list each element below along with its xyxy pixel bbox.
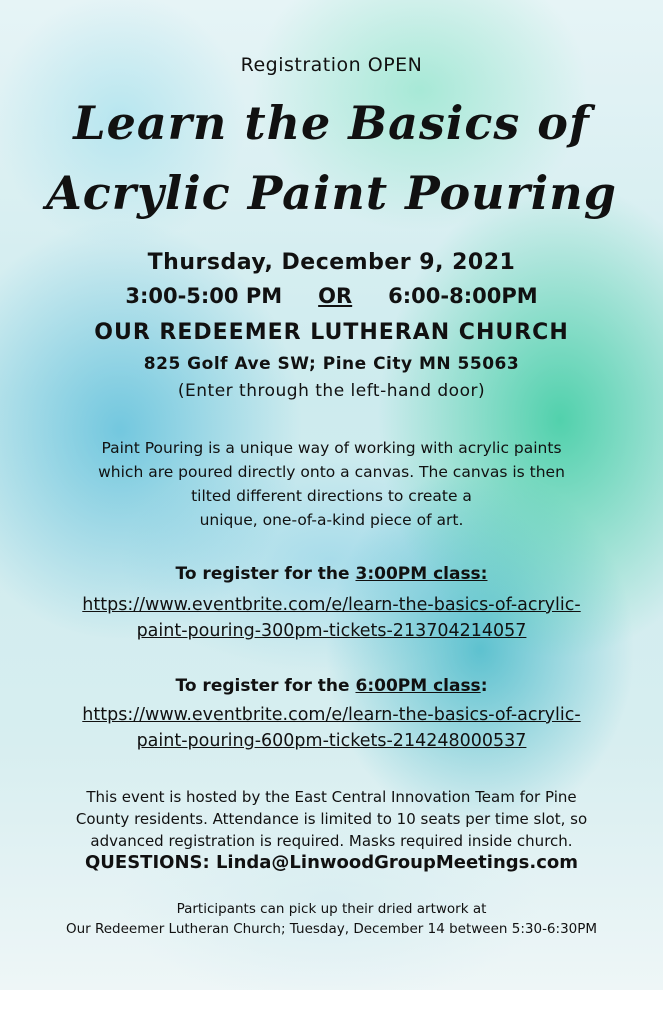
description bbox=[0, 436, 663, 532]
register-6pm-prefix: To register for the bbox=[175, 676, 356, 696]
pickup-info bbox=[0, 899, 663, 939]
description-line: which are poured directly onto a canvas. The canvas is then bbox=[98, 463, 565, 481]
register-6pm-link-line-1[interactable]: https://www.eventbrite.com/e/learn-the-basics-of-acrylic- bbox=[82, 705, 581, 725]
title-line-1: Learn the Basics of bbox=[73, 96, 590, 150]
event-date: Thursday, December 9, 2021 bbox=[147, 250, 516, 275]
registration-status: Registration OPEN bbox=[240, 54, 423, 76]
register-6pm-suffix: : bbox=[480, 676, 488, 696]
time-slot-2: 6:00-8:00PM bbox=[388, 284, 538, 308]
register-6pm-link[interactable] bbox=[0, 702, 663, 754]
register-3pm-link-line-2[interactable]: paint-pouring-300pm-tickets-213704214057 bbox=[136, 621, 527, 641]
time-or: OR bbox=[318, 284, 353, 308]
register-3pm-heading bbox=[0, 564, 663, 584]
register-6pm-heading bbox=[0, 676, 663, 696]
register-3pm-class-label: 3:00PM class: bbox=[355, 564, 488, 584]
description-line: tilted different directions to create a bbox=[191, 487, 472, 505]
register-6pm-class-label: 6:00PM class bbox=[355, 676, 481, 696]
hosted-info bbox=[0, 786, 663, 852]
event-times bbox=[0, 284, 663, 308]
time-slot-1: 3:00-5:00 PM bbox=[125, 284, 283, 308]
register-6pm-link-line-2[interactable]: paint-pouring-600pm-tickets-214248000537 bbox=[136, 731, 527, 751]
pickup-line: Participants can pick up their dried artwork at bbox=[176, 901, 487, 917]
venue-address: 825 Golf Ave SW; Pine City MN 55063 bbox=[143, 354, 520, 374]
questions-contact: QUESTIONS: Linda@LinwoodGroupMeetings.com bbox=[85, 852, 578, 873]
register-3pm-prefix: To register for the bbox=[175, 564, 356, 584]
register-3pm-link-line-1[interactable]: https://www.eventbrite.com/e/learn-the-basics-of-acrylic- bbox=[82, 595, 581, 615]
hosted-line: This event is hosted by the East Central Innovation Team for Pine bbox=[86, 788, 577, 806]
register-3pm-link[interactable] bbox=[0, 592, 663, 644]
venue-name: OUR REDEEMER LUTHERAN CHURCH bbox=[94, 320, 569, 345]
pickup-line: Our Redeemer Lutheran Church; Tuesday, December 14 between 5:30-6:30PM bbox=[65, 921, 598, 937]
entrance-note: (Enter through the left-hand door) bbox=[177, 381, 486, 401]
hosted-line: County residents. Attendance is limited to 10 seats per time slot, so bbox=[75, 810, 588, 828]
hosted-line: advanced registration is required. Masks required inside church. bbox=[90, 832, 573, 850]
title-line-2: Acrylic Paint Pouring bbox=[46, 166, 617, 220]
description-line: unique, one-of-a-kind piece of art. bbox=[199, 511, 464, 529]
description-line: Paint Pouring is a unique way of working with acrylic paints bbox=[101, 439, 562, 457]
